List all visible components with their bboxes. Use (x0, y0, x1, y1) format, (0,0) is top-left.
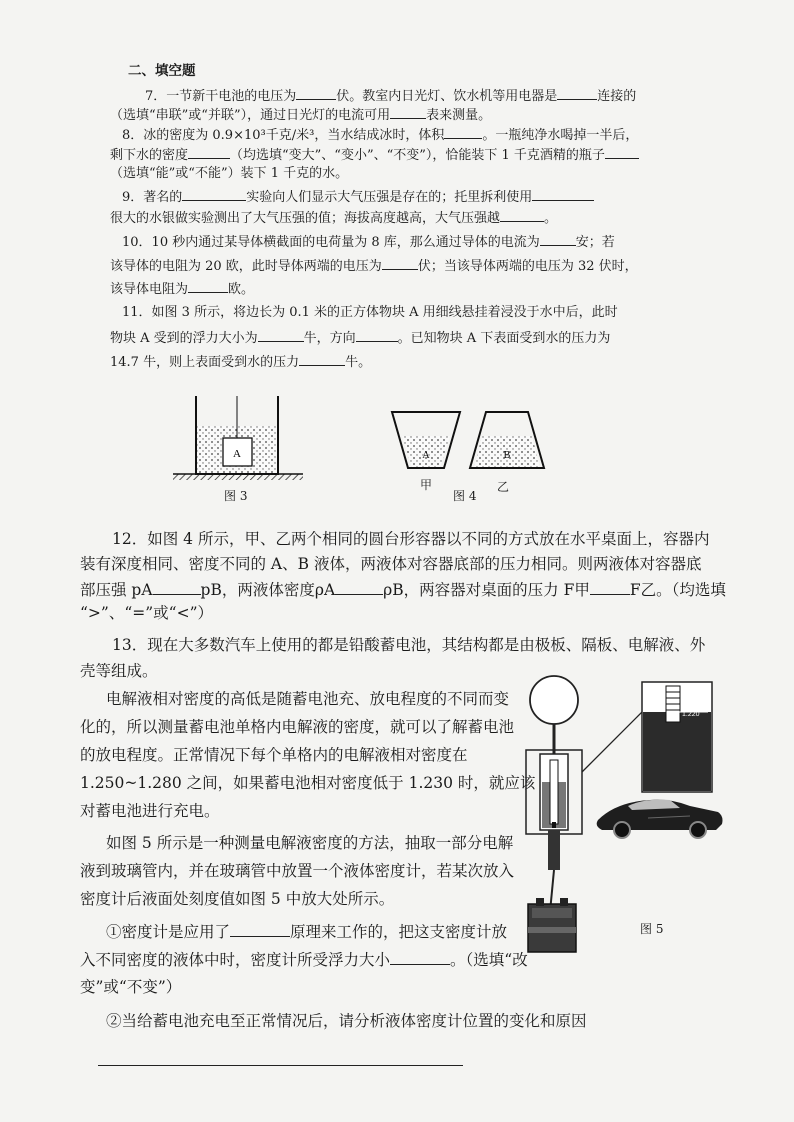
block-a-label: A (233, 448, 241, 460)
q13-para-2-line-3: 密度计后液面处刻度值如图 5 中放大处所示。 (80, 890, 395, 908)
answer-blank[interactable] (500, 208, 544, 222)
answer-blank[interactable] (390, 948, 450, 965)
q13-sub-1-line-2: 入不同密度的液体中时，密度计所受浮力大小 。（选填“改 (80, 948, 528, 971)
section-title: 二、填空题 (128, 63, 196, 79)
question-12-line-4: “>”、“=”或“<”） (80, 604, 214, 622)
answer-line[interactable] (98, 1065, 463, 1066)
question-8-line-1: 8．冰的密度为 0.9×10³千克/米³，当水结成冰时，体积 。一瓶纯净水喝掉一半后， (122, 125, 638, 145)
q13-sub-1-line-1: ①密度计是应用了 原理来工作的，把这支密度计放 (106, 920, 507, 943)
figure-4-label-yi: 乙 (497, 480, 510, 494)
answer-blank[interactable] (188, 145, 230, 159)
answer-blank[interactable] (590, 578, 630, 595)
question-10-line-1: 10．10 秒内通过某导体横截面的电荷量为 8 库，那么通过导体的电流为 安；若 (122, 232, 615, 252)
figure-5-caption: 图 5 (640, 922, 664, 936)
question-10-line-2: 该导体的电阻为 20 欧，此时导体两端的电压为 伏；当该导体两端的电压为 32 伏时， (110, 256, 638, 276)
question-8-line-3: （选填“能”或“不能”）装下 1 千克的水。 (110, 166, 349, 181)
question-13-line-2: 壳等组成。 (80, 662, 158, 680)
figure-4 (388, 402, 563, 482)
answer-blank[interactable] (258, 328, 304, 342)
hydrometer (550, 760, 558, 824)
q13-para-1-line-2: 化的，所以测量蓄电池单格内电解液的密度，就可以了解蓄电池 (80, 718, 515, 736)
answer-blank[interactable] (390, 105, 426, 119)
table-surface (173, 474, 303, 480)
question-12-line-3: 部压强 pA pB，两液体密度ρA ρB，两容器对桌面的压力 F甲 F乙。（均选填 (80, 578, 726, 601)
answer-blank[interactable] (382, 256, 418, 270)
q13-para-1-line-4: 1.250~1.280 之间，如果蓄电池相对密度低于 1.230 时，就应该 (80, 774, 536, 792)
q13-para-1-line-1: 电解液相对密度的高低是随蓄电池充、放电程度的不同而变 (106, 690, 510, 708)
car (597, 800, 723, 838)
rubber-bulb (530, 676, 578, 724)
question-9-line-1: 9．著名的 实验向人们显示大气压强是存在的；托里拆利使用 (122, 187, 594, 207)
figure-5 (520, 672, 740, 972)
answer-blank[interactable] (188, 279, 228, 293)
q13-sub-2: ②当给蓄电池充电至正常情况后，请分析液体密度计位置的变化和原因 (106, 1012, 587, 1030)
figure-3-caption: 图 3 (224, 489, 248, 503)
question-10-line-3: 该导体电阻为 欧。 (110, 279, 254, 299)
answer-blank[interactable] (540, 232, 576, 246)
answer-blank[interactable] (444, 125, 482, 139)
answer-blank[interactable] (557, 86, 597, 100)
question-12-line-1: 12．如图 4 所示，甲、乙两个相同的圆台形容器以不同的方式放在水平桌面上，容器内 (112, 530, 710, 548)
question-7-line-1: 7．一节新干电池的电压为 伏。教室内日光灯、饮水机等用电器是 连接的 (145, 86, 636, 106)
question-13-line-1: 13．现在大多数汽车上使用的都是铅酸蓄电池，其结构都是由极板、隔板、电解液、外 (112, 636, 706, 654)
answer-blank[interactable] (299, 352, 345, 366)
answer-blank[interactable] (296, 86, 336, 100)
question-7-line-2: （选填“串联”或“并联”），通过日光灯的电流可用 表来测量。 (110, 105, 491, 125)
zoom-pointer (582, 708, 646, 772)
question-11-line-2: 物块 A 受到的浮力大小为 牛，方向 。已知物块 A 下表面受到水的压力为 (110, 328, 610, 348)
question-11-line-1: 11．如图 3 所示，将边长为 0.1 米的正方体物块 A 用细线悬挂着浸没于水中后，此时 (122, 305, 618, 320)
answer-blank[interactable] (335, 578, 383, 595)
q13-para-1-line-5: 对蓄电池进行充电。 (80, 802, 220, 820)
question-12-line-2: 装有深度相同、密度不同的 A、B 液体，两液体对容器底部的压力相同。则两液体对容器底 (80, 555, 702, 573)
figure-3 (168, 392, 308, 502)
answer-blank[interactable] (153, 578, 201, 595)
question-8-line-2: 剩下水的密度 （均选填“变大”、“变小”、“不变”），恰能装下 1 千克酒精的瓶子 (110, 145, 639, 165)
reading-label: 1.220 (682, 711, 700, 718)
answer-blank[interactable] (182, 187, 246, 201)
question-9-line-2: 很大的水银做实验测出了大气压强的值；海拔高度越高，大气压强越 。 (110, 208, 557, 228)
answer-blank[interactable] (605, 145, 639, 159)
figure-4-caption: 图 4 (453, 489, 477, 503)
liquid-b-label: B (503, 450, 511, 461)
q13-para-1-line-3: 的放电程度。正常情况下每个单格内的电解液相对密度在 (80, 746, 468, 764)
answer-blank[interactable] (356, 328, 398, 342)
answer-blank[interactable] (230, 920, 290, 937)
q13-para-2-line-2: 液到玻璃管内，并在玻璃管中放置一个液体密度计，若某次放入 (80, 862, 515, 880)
q13-sub-1-line-3: 变”或“不变”） (80, 978, 182, 996)
figure-4-label-jia: 甲 (420, 478, 433, 492)
question-11-line-3: 14.7 牛，则上表面受到水的压力 牛。 (110, 352, 371, 372)
liquid-a-label: A (422, 450, 430, 461)
answer-blank[interactable] (532, 187, 594, 201)
q13-para-2-line-1: 如图 5 所示是一种测量电解液密度的方法，抽取一部分电解 (106, 834, 514, 852)
hose (548, 830, 560, 870)
